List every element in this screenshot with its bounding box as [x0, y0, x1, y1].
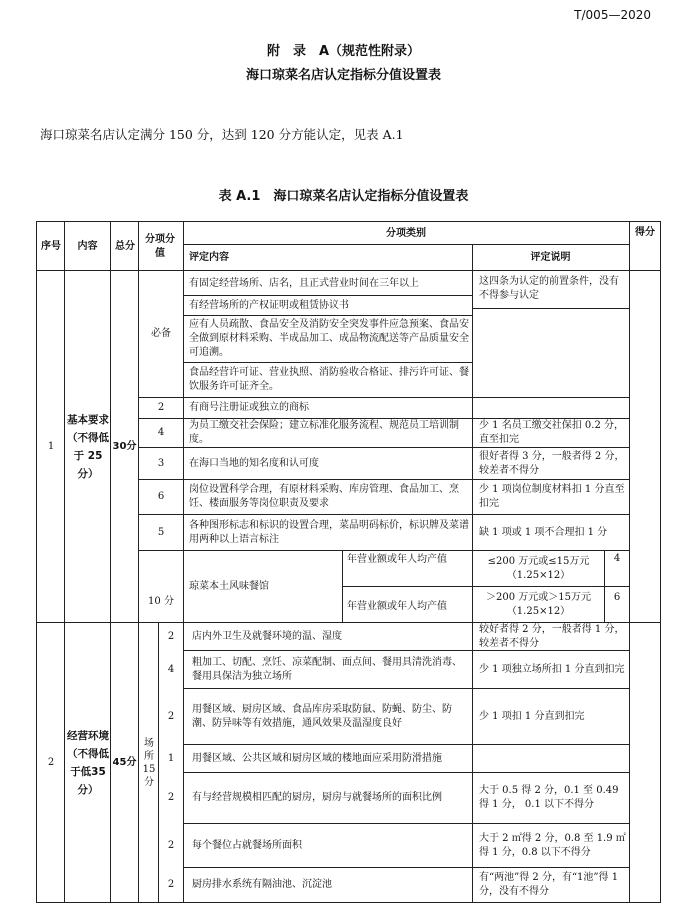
header-total: 总分	[115, 240, 135, 252]
header-score: 得分	[635, 227, 655, 238]
section1-content: 基本要求（不得低于 25 分）	[67, 413, 109, 480]
prereq-item: 应有人员疏散、食品安全及消防安全突发事件应急预案、食品安全做到原材料采购、半成品加工、成品物流配送等产品质量安全可追溯。	[189, 319, 469, 358]
document-number: T/005—2020	[574, 8, 651, 22]
table-caption: 表 A.1 海口琼菜名店认定指标分值设置表	[218, 189, 469, 204]
special-sub-score: 6	[613, 592, 621, 603]
row-points: 1	[167, 752, 175, 764]
row-points: 2	[167, 630, 175, 642]
appendix-title: 附 录 A（规范性附录）	[266, 44, 421, 59]
intro-paragraph: 海口琼菜名店认定满分 150 分，达到 120 分方能认定，见表 A.1	[40, 127, 404, 142]
section2-seq: 2	[47, 756, 55, 768]
special-sub-explanation: ≤200 万元或≤15万元（1.25×12）	[487, 555, 590, 581]
header-criteria: 评定内容	[189, 252, 229, 263]
special-sub-score: 4	[613, 553, 621, 564]
row-explanation: 少 1 项扣 1 分直到扣完	[479, 710, 585, 722]
section2-total: 45分	[112, 756, 137, 768]
row-criteria: 用餐区域、公共区域和厨房区域的楼地面应采用防滑措施	[192, 752, 442, 764]
header-sub-score: 分项分值	[145, 233, 175, 259]
special-sub-explanation: ＞200 万元或＞15万元（1.25×12）	[486, 591, 591, 617]
header-explanation: 评定说明	[530, 252, 571, 263]
group-label: 场所15分	[142, 737, 156, 788]
row-criteria: 店内外卫生及就餐环境的温、湿度	[192, 630, 342, 642]
prereq-label: 必备	[151, 328, 171, 339]
row-explanation: 少 1 名员工缴交社保扣 0.2 分，直至扣完	[479, 420, 624, 445]
special-criteria: 琼菜本土风味餐馆	[189, 580, 269, 592]
prereq-explanation: 这四条为认定的前置条件，没有不得参与认定	[479, 276, 619, 301]
row-criteria: 有商号注册证或独立的商标	[189, 402, 309, 413]
row-explanation: 少 1 项岗位制度材料扣 1 分直至扣完	[479, 484, 625, 509]
row-explanation: 缺 1 项或 1 项不合理扣 1 分	[479, 526, 608, 538]
row-criteria: 粗加工、切配、烹饪、凉菜配制、面点间、餐用具清洗消毒、餐用具保洁为独立场所	[192, 656, 462, 682]
row-points: 2	[167, 710, 175, 722]
prereq-item: 有经营场所的产权证明或租赁协议书	[189, 299, 349, 311]
row-points: 3	[157, 457, 165, 469]
row-points: 2	[167, 792, 175, 803]
row-criteria: 有与经营规模相匹配的厨房，厨房与就餐场所的面积比例	[192, 792, 442, 803]
prereq-item: 食品经营许可证、营业执照、消防验收合格证、排污许可证、餐饮服务许可证齐全。	[189, 367, 469, 392]
special-sub-label: 年营业额或年人均产值	[347, 601, 447, 612]
row-criteria: 每个餐位占就餐场所面积	[192, 839, 302, 851]
prereq-item: 有固定经营场所、店名，且正式营业时间在三年以上	[189, 277, 419, 289]
header-category: 分项类别	[386, 227, 426, 239]
document-title: 海口琼菜名店认定指标分值设置表	[245, 68, 441, 83]
header-content: 内容	[77, 240, 98, 252]
row-points: 5	[157, 526, 165, 538]
row-points: 2	[167, 839, 175, 851]
row-explanation: 少 1 项独立场所扣 1 分直到扣完	[479, 663, 625, 675]
row-points: 6	[157, 491, 165, 502]
row-explanation: 较好者得 2 分，一般者得 1 分，较差者不得分	[479, 623, 625, 649]
row-criteria: 各种图形标志和标识的设置合理，菜品明码标价，标识牌及菜谱用两种以上语言标注	[189, 519, 469, 545]
row-criteria: 在海口当地的知名度和认可度	[189, 457, 319, 469]
section1-total: 30分	[112, 440, 137, 452]
row-explanation: 很好者得 3 分，一般者得 2 分，较差者不得分	[479, 450, 625, 476]
row-points: 2	[167, 879, 175, 890]
row-explanation: 大于 0.5 得 2 分，0.1 至 0.49 得 1 分， 0.1 以下不得分	[479, 785, 619, 810]
row-explanation: 有“两池”得 2 分，有“1池”得 1 分，没有不得分	[479, 872, 619, 897]
section2-content: 经营环境（不得低于低35分）	[67, 729, 109, 796]
special-sub-label: 年营业额或年人均产值	[347, 554, 447, 565]
row-criteria: 岗位设置科学合理，有原材料采购、库房管理、食品加工、烹饪、楼面服务等岗位职责及要求	[189, 484, 459, 509]
score-table	[36, 221, 661, 903]
section1-seq: 1	[47, 440, 55, 452]
header-seq: 序号	[41, 240, 61, 252]
row-points: 2	[157, 402, 165, 413]
row-points: 4	[167, 663, 175, 675]
row-criteria: 厨房排水系统有隔油池、沉淀池	[192, 879, 332, 890]
row-explanation: 大于 2 ㎡得 2 分，0.8 至 1.9 ㎡得 1 分，0.8 以下不得分	[479, 832, 626, 858]
special-points: 10 分	[148, 596, 174, 607]
row-criteria: 为员工缴交社会保险；建立标准化服务流程、规范员工培训制度。	[189, 420, 459, 445]
row-criteria: 用餐区域、厨房区域、食品库房采取防鼠、防蝇、防尘、防潮、防异味等有效措施，通风效果及温湿度良好	[192, 703, 452, 729]
row-points: 4	[157, 427, 165, 438]
